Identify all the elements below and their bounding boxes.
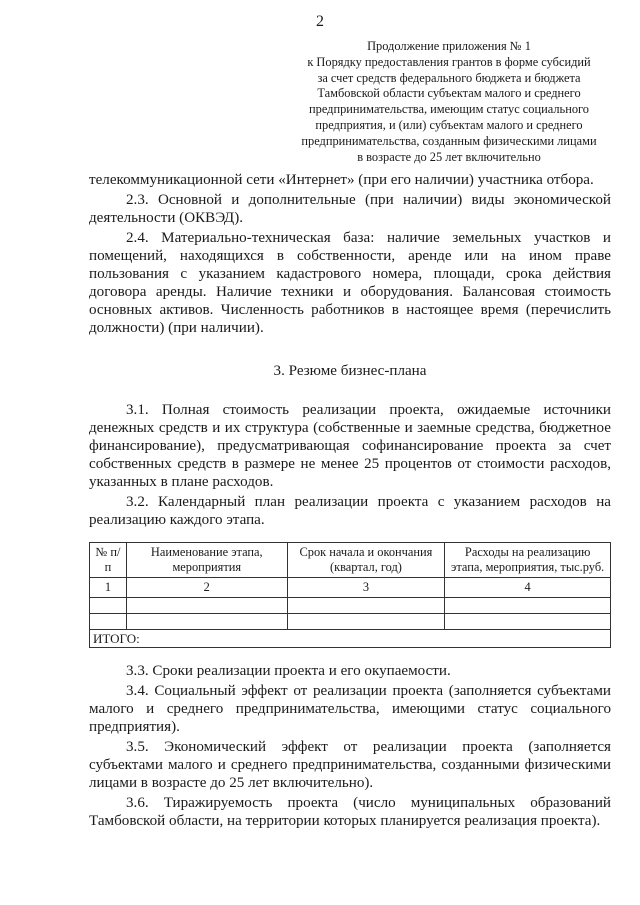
- calendar-plan-table: [89, 542, 611, 648]
- section-heading: 3. Резюме бизнес-плана: [273, 363, 427, 379]
- table-cell: [445, 614, 611, 630]
- table-cell: [287, 614, 445, 630]
- table-cell: [90, 614, 127, 630]
- table-header-cell: Срок начала и окончания (квартал, год): [287, 543, 445, 578]
- page-number: 2: [316, 13, 324, 30]
- table-total-row: [90, 630, 611, 648]
- paragraph-3-6: 3.6. Тиражируемость проекта (число муниципальных образований Тамбовской области, на территории которых планируется реализация проекта).: [89, 795, 611, 829]
- paragraph-3-4: 3.4. Социальный эффект от реализации проекта (заполняется субъектами малого и среднего предпринимательства, имеющими статус социального предприятия).: [89, 683, 611, 735]
- header-line: в возрасте до 25 лет включительно: [357, 149, 541, 164]
- table-total-label: ИТОГО:: [90, 630, 611, 648]
- table-cell: [90, 598, 127, 614]
- table-cell: [126, 598, 287, 614]
- table-cell: [126, 614, 287, 630]
- header-line: Тамбовской области субъектам малого и среднего: [317, 86, 581, 101]
- table-cell: 2: [126, 578, 287, 598]
- paragraph-3-1: 3.1. Полная стоимость реализации проекта, ожидаемые источники денежных средств и их структура (собственные и заемные средства, бюджетное финансирование), предусматривающая софинансирование проекта за счет собственных средств в размере не менее 25 процентов от стоимости расходов, указанных в плане расходов.: [89, 402, 611, 490]
- paragraph-2-4: 2.4. Материально-техническая база: наличие земельных участков и помещений, находящихся в собственности, аренде или на ином праве пользования с указанием кадастрового номера, площади, срока действия договора аренды. Наличие техники и оборудования. Балансовая стоимость основных активов. Численность работников в настоящее время (перечислить должности) (при наличии).: [89, 230, 611, 336]
- header-line: предпринимательства, имеющим статус социального: [309, 102, 589, 117]
- header-line: к Порядку предоставления грантов в форме субсидий: [307, 54, 591, 69]
- table-numbering-row: [90, 578, 611, 598]
- appendix-header: [286, 39, 612, 165]
- table-header-cell: № п/п: [90, 543, 127, 578]
- table-cell: 1: [90, 578, 127, 598]
- header-line: Продолжение приложения № 1: [367, 39, 531, 53]
- table-header-cell: Расходы на реализацию этапа, мероприятия, тыс.руб.: [445, 543, 611, 578]
- table-header-cell: Наименование этапа, мероприятия: [126, 543, 287, 578]
- paragraph-3-3: 3.3. Сроки реализации проекта и его окупаемости.: [126, 663, 451, 679]
- paragraph-3-2: 3.2. Календарный план реализации проекта с указанием расходов на реализацию каждого этапа.: [89, 494, 611, 528]
- table-cell: 3: [287, 578, 445, 598]
- paragraph-2-3: 2.3. Основной и дополнительные (при наличии) виды экономической деятельности (ОКВЭД).: [89, 192, 611, 226]
- document-body: [89, 171, 611, 830]
- table-row: [90, 614, 611, 630]
- paragraph-continuation: телекоммуникационной сети «Интернет» (при его наличии) участника отбора.: [89, 172, 594, 188]
- table-cell: 4: [445, 578, 611, 598]
- paragraph-3-5: 3.5. Экономический эффект от реализации проекта (заполняется субъектами малого и среднего предпринимательства, созданными физическими лицами в возрасте до 25 лет включительно).: [89, 739, 611, 791]
- table-cell: [445, 598, 611, 614]
- table-cell: [287, 598, 445, 614]
- header-line: предпринимательства, созданным физическими лицами: [301, 133, 597, 148]
- table-row: [90, 598, 611, 614]
- header-line: предприятия, и (или) субъектам малого и среднего: [315, 117, 583, 132]
- table-header-row: [90, 543, 611, 578]
- header-line: за счет средств федерального бюджета и бюджета: [317, 70, 581, 85]
